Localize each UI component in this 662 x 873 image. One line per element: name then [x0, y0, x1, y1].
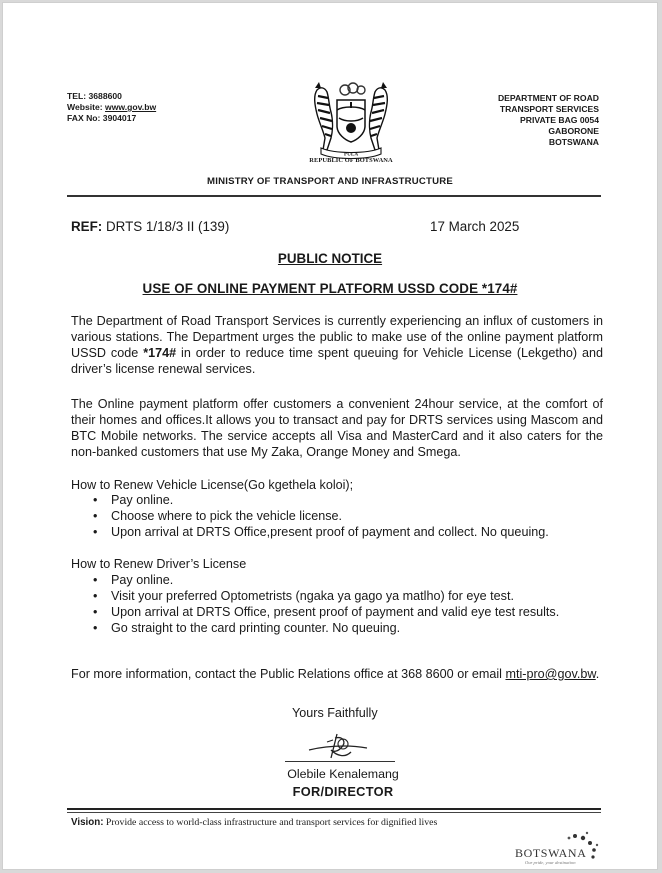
public-notice-page: [2, 2, 658, 870]
republic-caption: REPUBLIC OF BOTSWANA: [309, 157, 393, 164]
list-item: • Upon arrival at DRTS Office,present proof of payment and collect. No queuing.: [93, 524, 625, 540]
contact-end: .: [595, 667, 600, 681]
notice-date: 17 March 2025: [430, 219, 520, 234]
vision-statement: [71, 817, 437, 828]
ussd-code: *174#: [143, 346, 177, 360]
vehicle-license-heading: How to Renew Vehicle License(Go kgethela koloi);: [71, 478, 354, 492]
address-line: GABORONE: [548, 126, 599, 136]
address-line: PRIVATE BAG 0054: [520, 115, 599, 125]
address-line: TRANSPORT SERVICES: [499, 104, 599, 114]
website-label: Website:: [67, 102, 103, 112]
list-item: • Go straight to the card printing counter. No queuing.: [93, 620, 625, 636]
contact-text: For more information, contact the Public Relations office at 368 8600 or email: [71, 667, 506, 681]
address-line: BOTSWANA: [548, 137, 599, 147]
paragraph-text: The Department of Road Transport Services is currently experiencing an influx of customers in various stations. The Department urges the public to make use of the online payment platform USSD code: [71, 314, 603, 360]
website-line: [67, 102, 156, 113]
botswana-coat-of-arms-icon: [303, 78, 399, 160]
reference-label: REF:: [71, 219, 103, 234]
signatory-role: FOR/DIRECTOR: [292, 784, 394, 799]
list-item: • Pay online.: [93, 492, 625, 508]
vision-label: Vision:: [71, 817, 104, 828]
paragraph-influx: [71, 313, 603, 377]
header-divider: [67, 195, 601, 197]
list-item: • Choose where to pick the vehicle license.: [93, 508, 625, 524]
notice-title: PUBLIC NOTICE: [277, 251, 383, 266]
paragraph-text: in order to reduce time spent queuing for Vehicle License (Lekgetho) and driver’s license renewal services.: [71, 346, 603, 376]
driver-license-heading: How to Renew Driver’s License: [71, 557, 247, 571]
signature-image: [301, 728, 371, 764]
botswana-brand-wordmark: BOTSWANA: [515, 846, 587, 860]
vehicle-license-steps: [93, 492, 625, 540]
signature-line: [285, 761, 395, 762]
crest-motto: PULA: [343, 151, 359, 158]
valediction: Yours Faithfully: [292, 706, 378, 720]
address-line: DEPARTMENT OF ROAD: [497, 93, 599, 103]
driver-license-steps: [93, 572, 625, 636]
signatory-name: Olebile Kenalemang: [287, 767, 399, 781]
reference-line: [71, 219, 229, 234]
telephone: TEL: 3688600: [67, 91, 122, 101]
ministry-name: MINISTRY OF TRANSPORT AND INFRASTRUCTURE: [207, 176, 453, 187]
reference-number: DRTS 1/18/3 II (139): [105, 219, 230, 234]
contact-block: [67, 91, 156, 124]
vision-text: Provide access to world-class infrastructure and transport services for dignified lives: [103, 817, 438, 828]
paragraph-platform: The Online payment platform offer customers a convenient 24hour service, at the comfort of their homes and offices.It allows you to transact and pay for DRTS services using Mascom and BTC Mobile networks. The service accepts all Visa and MasterCard and it also caters for the non-banked customers that use My Zaka, Orange Money and Smega.: [71, 397, 603, 459]
department-address: [498, 93, 599, 148]
footer-divider: [67, 808, 601, 810]
contact-paragraph: [71, 666, 603, 682]
list-item: • Pay online.: [93, 572, 625, 588]
fax: FAX No: 3904017: [67, 113, 137, 123]
email-link[interactable]: mti-pro@gov.bw: [505, 667, 596, 681]
botswana-brand-tagline: Our pride, your destination: [525, 860, 576, 865]
list-item: • Upon arrival at DRTS Office, present proof of payment and valid eye test results.: [93, 604, 625, 620]
website-link[interactable]: www.gov.bw: [105, 102, 157, 112]
list-item: • Visit your preferred Optometrists (ngaka ya gago ya matlho) for eye test.: [93, 588, 625, 604]
notice-subject: USE OF ONLINE PAYMENT PLATFORM USSD CODE *174#: [142, 281, 518, 296]
footer-divider-thin: [67, 812, 601, 813]
